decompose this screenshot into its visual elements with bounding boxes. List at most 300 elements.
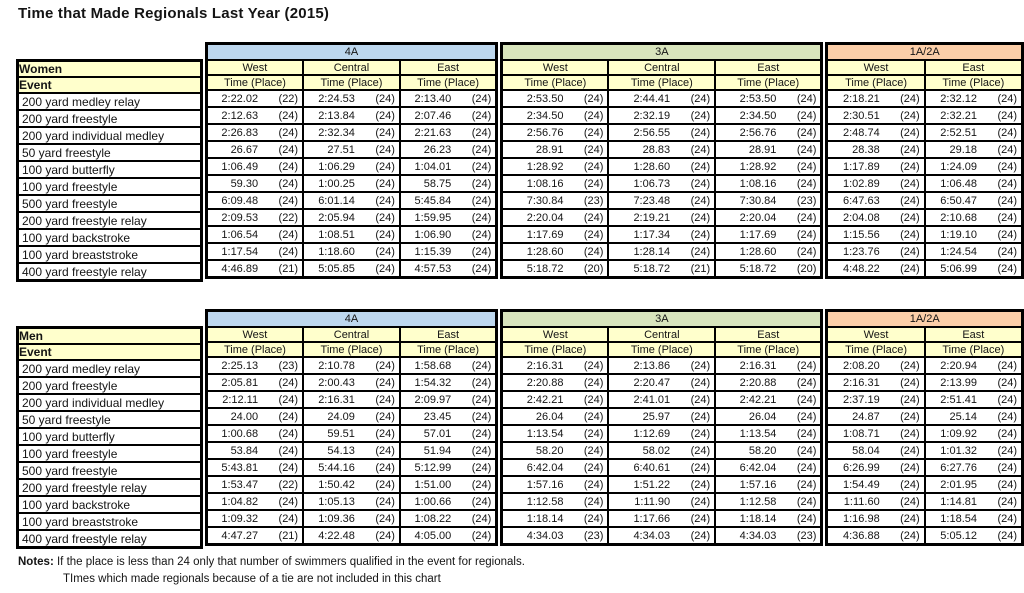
time-place-cell bbox=[608, 175, 715, 192]
place-value: (22) bbox=[278, 211, 299, 224]
event-column-header: Event bbox=[18, 344, 202, 360]
men-division-1-table bbox=[500, 309, 823, 546]
time-value: 2:13.99 bbox=[940, 376, 977, 389]
region-header: Central bbox=[608, 60, 715, 75]
division-band: 1A/2A bbox=[827, 311, 1023, 328]
time-place-cell bbox=[400, 476, 497, 493]
place-value: (24) bbox=[583, 478, 604, 491]
time-place-cell bbox=[206, 260, 303, 278]
time-place-cell bbox=[827, 527, 925, 545]
time-place-cell bbox=[206, 493, 303, 510]
place-value: (24) bbox=[583, 92, 604, 105]
place-value: (23) bbox=[796, 194, 817, 207]
place-value: (24) bbox=[583, 461, 604, 474]
time-value: 24.09 bbox=[327, 410, 355, 423]
time-place-cell bbox=[400, 141, 497, 158]
time-value: 2:34.50 bbox=[739, 109, 777, 122]
time-value: 2:22.02 bbox=[221, 92, 259, 105]
time-place-cell bbox=[206, 442, 303, 459]
time-place-cell bbox=[827, 459, 925, 476]
time-value: 29.18 bbox=[949, 143, 977, 156]
time-value: 1:18.60 bbox=[318, 245, 355, 258]
time-place-cell bbox=[206, 107, 303, 124]
place-value: (24) bbox=[690, 109, 711, 122]
time-value: 26.04 bbox=[535, 410, 564, 423]
place-value: (24) bbox=[900, 478, 920, 491]
time-value: 1:54.49 bbox=[842, 478, 880, 491]
place-value: (24) bbox=[278, 245, 299, 258]
place-value: (24) bbox=[375, 410, 395, 423]
time-place-cell bbox=[608, 425, 715, 442]
notes-line-1 bbox=[18, 554, 525, 571]
event-cell: 100 yard backstroke bbox=[18, 229, 202, 246]
page-title: Time that Made Regionals Last Year (2015) bbox=[18, 5, 330, 22]
time-value: 5:05.85 bbox=[318, 262, 355, 275]
time-place-cell bbox=[502, 442, 609, 459]
time-value: 7:23.48 bbox=[633, 194, 671, 207]
time-place-cell bbox=[502, 425, 609, 442]
place-value: (24) bbox=[278, 126, 299, 139]
time-value: 2:42.21 bbox=[526, 393, 564, 406]
region-header: East bbox=[925, 60, 1023, 75]
time-place-cell bbox=[400, 243, 497, 260]
place-value: (24) bbox=[997, 194, 1017, 207]
region-header: West bbox=[206, 327, 303, 342]
time-place-cell bbox=[502, 476, 609, 493]
time-value: 23.45 bbox=[423, 410, 452, 423]
event-cell: 50 yard freestyle bbox=[18, 144, 202, 161]
time-place-cell bbox=[925, 391, 1023, 408]
place-value: (24) bbox=[690, 160, 711, 173]
time-value: 2:37.19 bbox=[842, 393, 880, 406]
time-value: 2:01.95 bbox=[940, 478, 977, 491]
place-value: (21) bbox=[690, 262, 711, 275]
time-place-cell bbox=[715, 90, 822, 107]
place-value: (24) bbox=[690, 177, 711, 190]
women-division-0-table bbox=[205, 42, 498, 279]
place-value: (24) bbox=[278, 194, 299, 207]
gender-header: Women bbox=[18, 61, 202, 78]
place-value: (23) bbox=[583, 529, 604, 542]
time-place-cell bbox=[303, 243, 400, 260]
time-place-cell bbox=[206, 391, 303, 408]
time-value: 1:08.22 bbox=[414, 512, 452, 525]
place-value: (24) bbox=[997, 109, 1017, 122]
region-header: East bbox=[715, 60, 822, 75]
event-cell: 100 yard butterfly bbox=[18, 428, 202, 445]
time-place-cell bbox=[206, 374, 303, 391]
men-division-2-table bbox=[825, 309, 1024, 546]
time-value: 1:17.54 bbox=[221, 245, 259, 258]
time-place-cell bbox=[400, 459, 497, 476]
time-value: 1:24.54 bbox=[940, 245, 977, 258]
time-place-cell bbox=[400, 425, 497, 442]
time-value: 2:16.31 bbox=[739, 359, 777, 372]
time-place-cell bbox=[400, 408, 497, 425]
time-value: 1:06.54 bbox=[221, 228, 259, 241]
time-place-cell bbox=[303, 527, 400, 545]
time-place-cell bbox=[608, 90, 715, 107]
place-value: (24) bbox=[900, 427, 920, 440]
time-value: 58.75 bbox=[423, 177, 452, 190]
place-value: (24) bbox=[997, 211, 1017, 224]
time-value: 2:20.94 bbox=[940, 359, 977, 372]
time-place-header: Time (Place) bbox=[715, 75, 822, 90]
region-header: Central bbox=[608, 327, 715, 342]
time-place-cell bbox=[206, 226, 303, 243]
place-value: (24) bbox=[471, 92, 492, 105]
place-value: (24) bbox=[583, 211, 604, 224]
time-place-cell bbox=[303, 476, 400, 493]
time-place-cell bbox=[400, 158, 497, 175]
place-value: (24) bbox=[690, 410, 711, 423]
place-value: (24) bbox=[690, 427, 711, 440]
place-value: (24) bbox=[471, 376, 492, 389]
time-value: 59.51 bbox=[327, 427, 355, 440]
place-value: (24) bbox=[690, 92, 711, 105]
place-value: (24) bbox=[690, 228, 711, 241]
place-value: (24) bbox=[900, 262, 920, 275]
time-place-cell bbox=[827, 141, 925, 158]
time-place-cell bbox=[206, 510, 303, 527]
time-place-cell bbox=[502, 141, 609, 158]
time-place-cell bbox=[827, 124, 925, 141]
notes-text-1: If the place is less than 24 only that number of swimmers qualified in the event for regionals. bbox=[56, 556, 525, 568]
time-value: 2:04.08 bbox=[842, 211, 880, 224]
division-band: 4A bbox=[206, 44, 496, 61]
time-place-cell bbox=[206, 357, 303, 374]
time-place-cell bbox=[608, 357, 715, 374]
time-place-cell bbox=[715, 408, 822, 425]
time-value: 1:08.16 bbox=[739, 177, 777, 190]
time-place-cell bbox=[715, 527, 822, 545]
region-header: East bbox=[400, 60, 497, 75]
time-value: 1:12.69 bbox=[633, 427, 671, 440]
time-value: 7:30.84 bbox=[739, 194, 777, 207]
time-value: 1:06.73 bbox=[633, 177, 671, 190]
gender-header: Men bbox=[18, 328, 202, 345]
time-place-cell bbox=[502, 493, 609, 510]
time-value: 2:32.21 bbox=[940, 109, 977, 122]
time-value: 2:13.40 bbox=[414, 92, 452, 105]
time-place-cell bbox=[502, 124, 609, 141]
time-value: 6:42.04 bbox=[739, 461, 777, 474]
division-band: 3A bbox=[502, 44, 822, 61]
time-value: 2:12.11 bbox=[222, 393, 259, 406]
time-value: 1:53.47 bbox=[221, 478, 259, 491]
place-value: (24) bbox=[583, 393, 604, 406]
place-value: (23) bbox=[796, 529, 817, 542]
place-value: (24) bbox=[900, 359, 920, 372]
time-value: 5:44.16 bbox=[318, 461, 355, 474]
time-place-cell bbox=[303, 425, 400, 442]
time-place-cell bbox=[400, 90, 497, 107]
place-value: (24) bbox=[583, 427, 604, 440]
place-value: (24) bbox=[375, 444, 395, 457]
time-place-cell bbox=[206, 209, 303, 226]
place-value: (21) bbox=[278, 529, 299, 542]
time-value: 4:05.00 bbox=[414, 529, 452, 542]
time-value: 2:32.12 bbox=[940, 92, 977, 105]
place-value: (24) bbox=[583, 512, 604, 525]
place-value: (24) bbox=[690, 478, 711, 491]
place-value: (24) bbox=[796, 393, 817, 406]
time-place-header: Time (Place) bbox=[400, 342, 497, 357]
time-place-cell bbox=[303, 357, 400, 374]
time-value: 1:28.92 bbox=[526, 160, 564, 173]
time-place-cell bbox=[502, 226, 609, 243]
place-value: (24) bbox=[796, 245, 817, 258]
time-place-cell bbox=[400, 209, 497, 226]
time-value: 2:30.51 bbox=[842, 109, 880, 122]
time-value: 1:59.95 bbox=[414, 211, 452, 224]
time-place-header: Time (Place) bbox=[400, 75, 497, 90]
time-place-cell bbox=[715, 175, 822, 192]
time-place-cell bbox=[608, 141, 715, 158]
time-value: 2:19.21 bbox=[633, 211, 671, 224]
place-value: (24) bbox=[997, 143, 1017, 156]
men-event-column bbox=[16, 326, 203, 549]
event-cell: 100 yard backstroke bbox=[18, 496, 202, 513]
time-value: 58.20 bbox=[748, 444, 777, 457]
time-value: 2:25.13 bbox=[221, 359, 259, 372]
time-value: 1:02.89 bbox=[842, 177, 880, 190]
place-value: (20) bbox=[796, 262, 817, 275]
place-value: (24) bbox=[375, 512, 395, 525]
place-value: (24) bbox=[796, 512, 817, 525]
place-value: (24) bbox=[900, 376, 920, 389]
time-value: 5:45.84 bbox=[414, 194, 452, 207]
place-value: (24) bbox=[900, 410, 920, 423]
time-place-cell bbox=[827, 408, 925, 425]
time-value: 1:13.54 bbox=[739, 427, 777, 440]
time-place-header: Time (Place) bbox=[827, 342, 925, 357]
time-value: 1:51.22 bbox=[633, 478, 671, 491]
time-value: 1:00.68 bbox=[221, 427, 259, 440]
time-place-cell bbox=[206, 175, 303, 192]
time-place-cell bbox=[400, 442, 497, 459]
time-value: 28.91 bbox=[748, 143, 777, 156]
place-value: (24) bbox=[583, 410, 604, 423]
event-cell: 400 yard freestyle relay bbox=[18, 530, 202, 548]
time-value: 1:09.92 bbox=[940, 427, 977, 440]
time-value: 6:40.61 bbox=[633, 461, 671, 474]
time-place-cell bbox=[925, 124, 1023, 141]
time-place-cell bbox=[206, 124, 303, 141]
time-value: 7:30.84 bbox=[526, 194, 564, 207]
event-cell: 100 yard breaststroke bbox=[18, 513, 202, 530]
time-value: 4:34.03 bbox=[739, 529, 777, 542]
place-value: (24) bbox=[375, 427, 395, 440]
place-value: (24) bbox=[583, 359, 604, 372]
place-value: (24) bbox=[471, 512, 492, 525]
time-place-cell bbox=[925, 90, 1023, 107]
time-value: 28.83 bbox=[642, 143, 671, 156]
place-value: (24) bbox=[278, 376, 299, 389]
time-place-cell bbox=[400, 357, 497, 374]
time-value: 1:04.01 bbox=[414, 160, 452, 173]
place-value: (24) bbox=[796, 359, 817, 372]
time-place-cell bbox=[715, 357, 822, 374]
time-place-cell bbox=[502, 527, 609, 545]
men-table bbox=[16, 309, 1024, 549]
place-value: (22) bbox=[278, 478, 299, 491]
time-value: 1:09.36 bbox=[318, 512, 355, 525]
place-value: (24) bbox=[375, 126, 395, 139]
time-place-cell bbox=[715, 442, 822, 459]
time-place-cell bbox=[206, 476, 303, 493]
place-value: (24) bbox=[583, 160, 604, 173]
time-place-cell bbox=[925, 408, 1023, 425]
time-value: 2:20.04 bbox=[739, 211, 777, 224]
place-value: (24) bbox=[471, 393, 492, 406]
event-cell: 100 yard breaststroke bbox=[18, 246, 202, 263]
time-place-cell bbox=[715, 192, 822, 209]
place-value: (24) bbox=[997, 177, 1017, 190]
region-header: East bbox=[715, 327, 822, 342]
place-value: (24) bbox=[375, 194, 395, 207]
time-value: 6:47.63 bbox=[842, 194, 880, 207]
time-value: 2:20.04 bbox=[526, 211, 564, 224]
place-value: (24) bbox=[796, 410, 817, 423]
place-value: (24) bbox=[900, 126, 920, 139]
place-value: (24) bbox=[471, 410, 492, 423]
time-place-cell bbox=[303, 510, 400, 527]
time-place-cell bbox=[827, 226, 925, 243]
region-header: West bbox=[502, 327, 609, 342]
time-place-cell bbox=[925, 442, 1023, 459]
time-place-cell bbox=[502, 243, 609, 260]
event-cell: 200 yard individual medley bbox=[18, 394, 202, 411]
time-value: 2:52.51 bbox=[940, 126, 977, 139]
time-value: 2:56.55 bbox=[633, 126, 671, 139]
place-value: (24) bbox=[471, 109, 492, 122]
time-value: 1:28.60 bbox=[526, 245, 564, 258]
place-value: (24) bbox=[471, 228, 492, 241]
time-place-cell bbox=[925, 527, 1023, 545]
place-value: (24) bbox=[690, 444, 711, 457]
time-value: 2:13.86 bbox=[633, 359, 671, 372]
place-value: (24) bbox=[997, 262, 1017, 275]
place-value: (24) bbox=[690, 245, 711, 258]
time-value: 26.67 bbox=[230, 143, 259, 156]
place-value: (24) bbox=[375, 177, 395, 190]
time-value: 2:32.19 bbox=[633, 109, 671, 122]
time-value: 2:16.31 bbox=[526, 359, 564, 372]
time-place-cell bbox=[715, 425, 822, 442]
time-place-cell bbox=[925, 425, 1023, 442]
place-value: (24) bbox=[690, 194, 711, 207]
time-place-header: Time (Place) bbox=[827, 75, 925, 90]
place-value: (24) bbox=[471, 478, 492, 491]
place-value: (24) bbox=[997, 444, 1017, 457]
time-place-cell bbox=[502, 374, 609, 391]
time-place-cell bbox=[303, 209, 400, 226]
time-place-cell bbox=[925, 226, 1023, 243]
place-value: (23) bbox=[278, 359, 299, 372]
event-cell: 200 yard individual medley bbox=[18, 127, 202, 144]
place-value: (24) bbox=[900, 245, 920, 258]
time-value: 2:51.41 bbox=[940, 393, 977, 406]
place-value: (24) bbox=[375, 228, 395, 241]
place-value: (24) bbox=[278, 512, 299, 525]
time-place-cell bbox=[925, 510, 1023, 527]
place-value: (24) bbox=[375, 495, 395, 508]
time-place-header: Time (Place) bbox=[925, 75, 1023, 90]
time-value: 2:34.50 bbox=[526, 109, 564, 122]
time-value: 4:46.89 bbox=[221, 262, 259, 275]
place-value: (24) bbox=[796, 109, 817, 122]
time-place-cell bbox=[715, 124, 822, 141]
place-value: (24) bbox=[796, 143, 817, 156]
time-place-header: Time (Place) bbox=[925, 342, 1023, 357]
time-value: 25.14 bbox=[949, 410, 977, 423]
place-value: (24) bbox=[900, 393, 920, 406]
place-value: (24) bbox=[471, 177, 492, 190]
region-header: Central bbox=[303, 60, 400, 75]
time-place-cell bbox=[502, 391, 609, 408]
time-place-cell bbox=[715, 476, 822, 493]
time-value: 5:18.72 bbox=[526, 262, 564, 275]
time-value: 1:13.54 bbox=[526, 427, 564, 440]
place-value: (24) bbox=[997, 410, 1017, 423]
place-value: (24) bbox=[690, 126, 711, 139]
time-place-header: Time (Place) bbox=[715, 342, 822, 357]
event-cell: 200 yard freestyle bbox=[18, 377, 202, 394]
division-band: 3A bbox=[502, 311, 822, 328]
time-value: 2:10.68 bbox=[940, 211, 977, 224]
time-value: 54.13 bbox=[327, 444, 355, 457]
time-place-cell bbox=[502, 90, 609, 107]
place-value: (24) bbox=[471, 126, 492, 139]
time-value: 2:08.20 bbox=[842, 359, 880, 372]
time-value: 2:05.81 bbox=[221, 376, 259, 389]
time-place-cell bbox=[303, 260, 400, 278]
time-place-cell bbox=[303, 141, 400, 158]
place-value: (24) bbox=[900, 461, 920, 474]
place-value: (24) bbox=[690, 393, 711, 406]
time-value: 1:24.09 bbox=[940, 160, 977, 173]
time-place-cell bbox=[715, 459, 822, 476]
time-value: 1:28.92 bbox=[739, 160, 777, 173]
place-value: (24) bbox=[796, 177, 817, 190]
time-value: 1:50.42 bbox=[318, 478, 355, 491]
time-value: 58.20 bbox=[535, 444, 564, 457]
time-place-cell bbox=[206, 90, 303, 107]
time-place-cell bbox=[925, 476, 1023, 493]
time-value: 1:16.98 bbox=[842, 512, 880, 525]
region-header: West bbox=[827, 327, 925, 342]
place-value: (24) bbox=[997, 228, 1017, 241]
time-value: 2:20.47 bbox=[633, 376, 671, 389]
time-value: 2:26.83 bbox=[221, 126, 259, 139]
place-value: (24) bbox=[471, 194, 492, 207]
time-value: 1:04.82 bbox=[221, 495, 259, 508]
place-value: (24) bbox=[583, 495, 604, 508]
time-value: 4:22.48 bbox=[318, 529, 355, 542]
time-value: 53.84 bbox=[230, 444, 259, 457]
time-value: 26.04 bbox=[748, 410, 777, 423]
time-place-cell bbox=[827, 243, 925, 260]
time-place-cell bbox=[715, 158, 822, 175]
time-place-header: Time (Place) bbox=[206, 342, 303, 357]
time-value: 1:12.58 bbox=[526, 495, 564, 508]
time-value: 5:06.99 bbox=[940, 262, 977, 275]
place-value: (24) bbox=[900, 92, 920, 105]
event-cell: 500 yard freestyle bbox=[18, 195, 202, 212]
notes-label: Notes: bbox=[18, 556, 54, 568]
time-place-cell bbox=[608, 442, 715, 459]
